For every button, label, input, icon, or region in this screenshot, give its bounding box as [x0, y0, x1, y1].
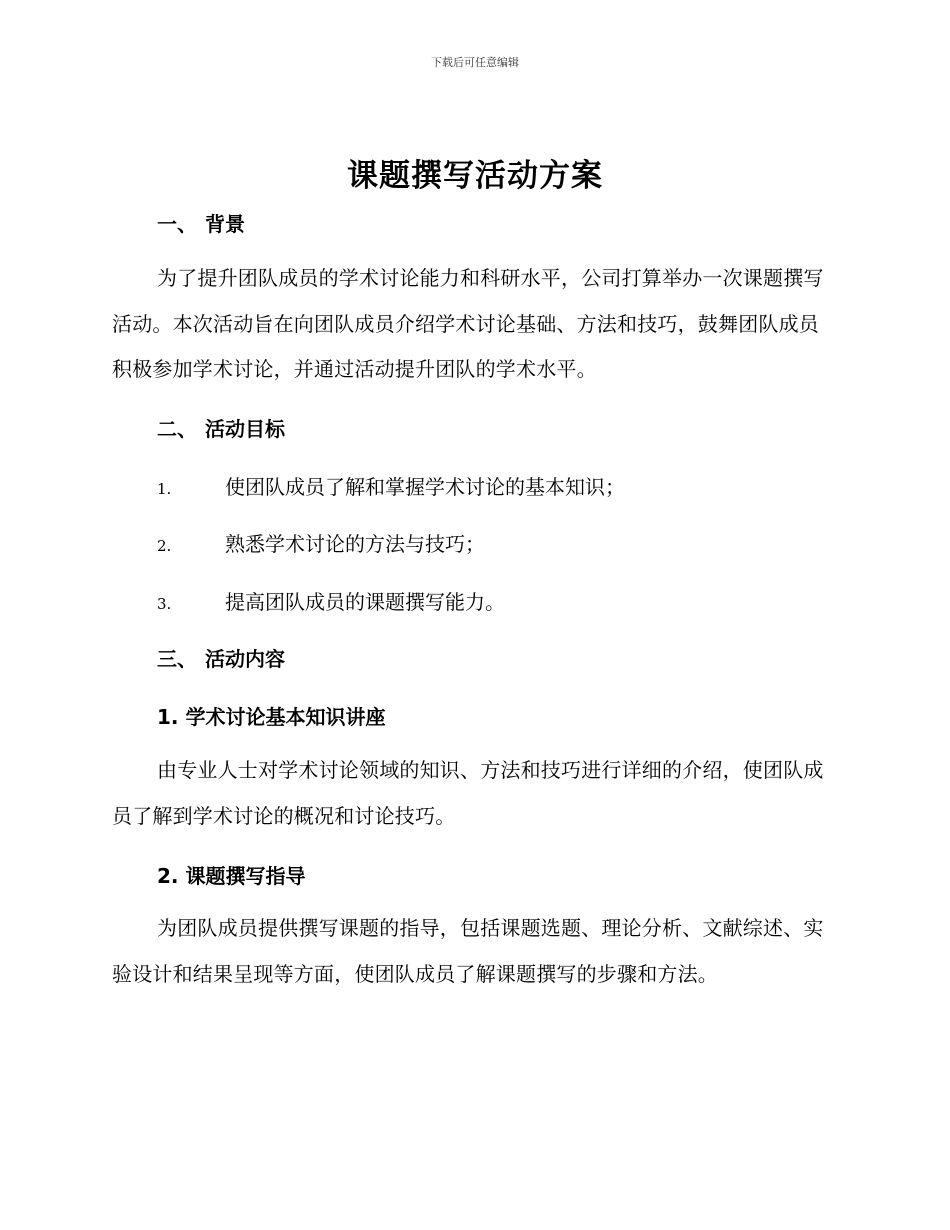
- list-index: 2.: [157, 537, 172, 555]
- section-heading-goals: [157, 413, 285, 442]
- list-text: 提高团队成员的课题撰写能力。: [225, 590, 505, 614]
- subsection-heading-guidance: 2. 课题撰写指导: [157, 864, 306, 888]
- background-paragraph: 为了提升团队成员的学术讨论能力和科研水平，公司打算举办一次课题撰写活动。本次活动旨在向团队成员介绍学术讨论基础、方法和技巧，鼓舞团队成员积极参加学术讨论，并通过活动提升团队的学术水平。: [112, 266, 824, 381]
- header-note: 下载后可任意编辑: [431, 56, 519, 69]
- list-index: 1.: [157, 480, 172, 498]
- section-title: 活动内容: [205, 647, 285, 671]
- list-item: [157, 471, 625, 500]
- section-title: 背景: [205, 212, 245, 236]
- section-title: 活动目标: [205, 417, 285, 441]
- lecture-paragraph: 由专业人士对学术讨论领域的知识、方法和技巧进行详细的介绍，使团队成员了解到学术讨论的概况和讨论技巧。: [112, 758, 824, 828]
- document-title: 课题撰写活动方案: [347, 158, 603, 194]
- list-item: [157, 528, 485, 557]
- list-text: 熟悉学术讨论的方法与技巧；: [225, 532, 485, 556]
- section-heading-content: [157, 643, 285, 672]
- section-number: 一、: [157, 212, 197, 236]
- section-number: 三、: [157, 647, 197, 671]
- list-text: 使团队成员了解和掌握学术讨论的基本知识；: [225, 475, 625, 499]
- guidance-paragraph: 为团队成员提供撰写课题的指导，包括课题选题、理论分析、文献综述、实验设计和结果呈现等方面，使团队成员了解课题撰写的步骤和方法。: [112, 916, 824, 986]
- section-number: 二、: [157, 417, 197, 441]
- list-item: [157, 586, 505, 615]
- subsection-heading-lecture: 1. 学术讨论基本知识讲座: [157, 705, 386, 729]
- list-index: 3.: [157, 595, 172, 613]
- section-heading-background: [157, 208, 245, 237]
